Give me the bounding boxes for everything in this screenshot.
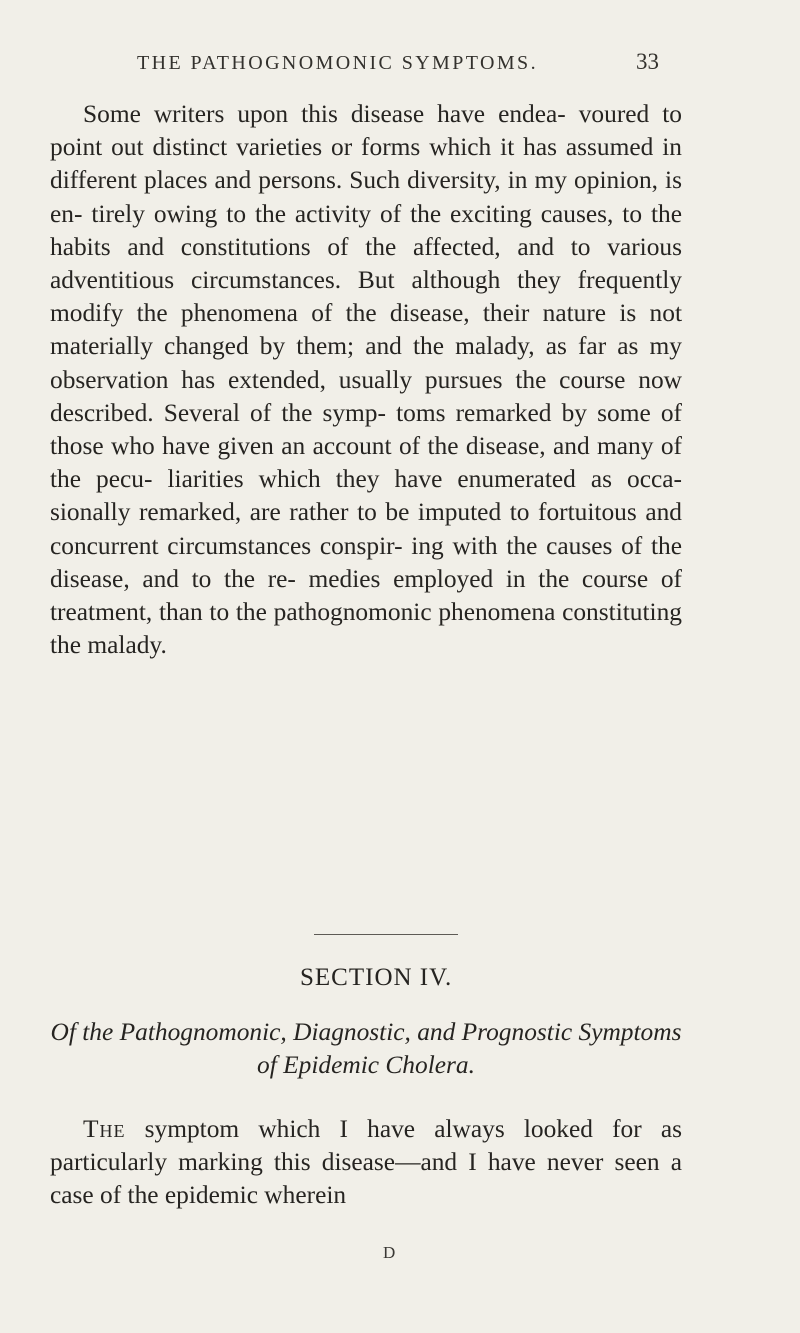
page-number: 33 (636, 49, 659, 74)
section-lead-word: The (83, 1115, 126, 1143)
section-paragraph (50, 1113, 682, 1213)
signature-mark: D (383, 1243, 396, 1262)
section-heading: SECTION IV. (300, 964, 453, 991)
section-divider (314, 934, 458, 935)
section-subtitle: Of the Pathognomonic, Diagnostic, and Prognostic Symptoms of Epidemic Cholera. (50, 1018, 682, 1079)
running-title: THE PATHOGNOMONIC SYMPTOMS. (137, 52, 538, 74)
body-paragraph: Some writers upon this disease have endea- voured to point out distinct varieties or forms which it has assumed in different places and persons. Such diversity, in my opinion, is en- tirely owing to the activity of the exciting causes, to the habits and constitutions of the affected, and to various adventitious circumstances. But although they frequently modify the phenomena of the disease, their nature is not materially changed by them; and the malady, as far as my observation has extended, usually pursues the course now described. Several of the symp- toms remarked by some of those who have given an account of the disease, and many of the pecu- liarities which they have enumerated as occa- sionally remarked, are rather to be imputed to fortuitous and concurrent circumstances conspir- ing with the causes of the disease, and to the re- medies employed in the course of treatment, than to the pathognomonic phenomena constituting the malady. (50, 100, 682, 660)
section-paragraph-text: symptom which I have always looked for as particularly marking this disease—and I have never seen a case of the epidemic wherein (50, 1115, 682, 1210)
